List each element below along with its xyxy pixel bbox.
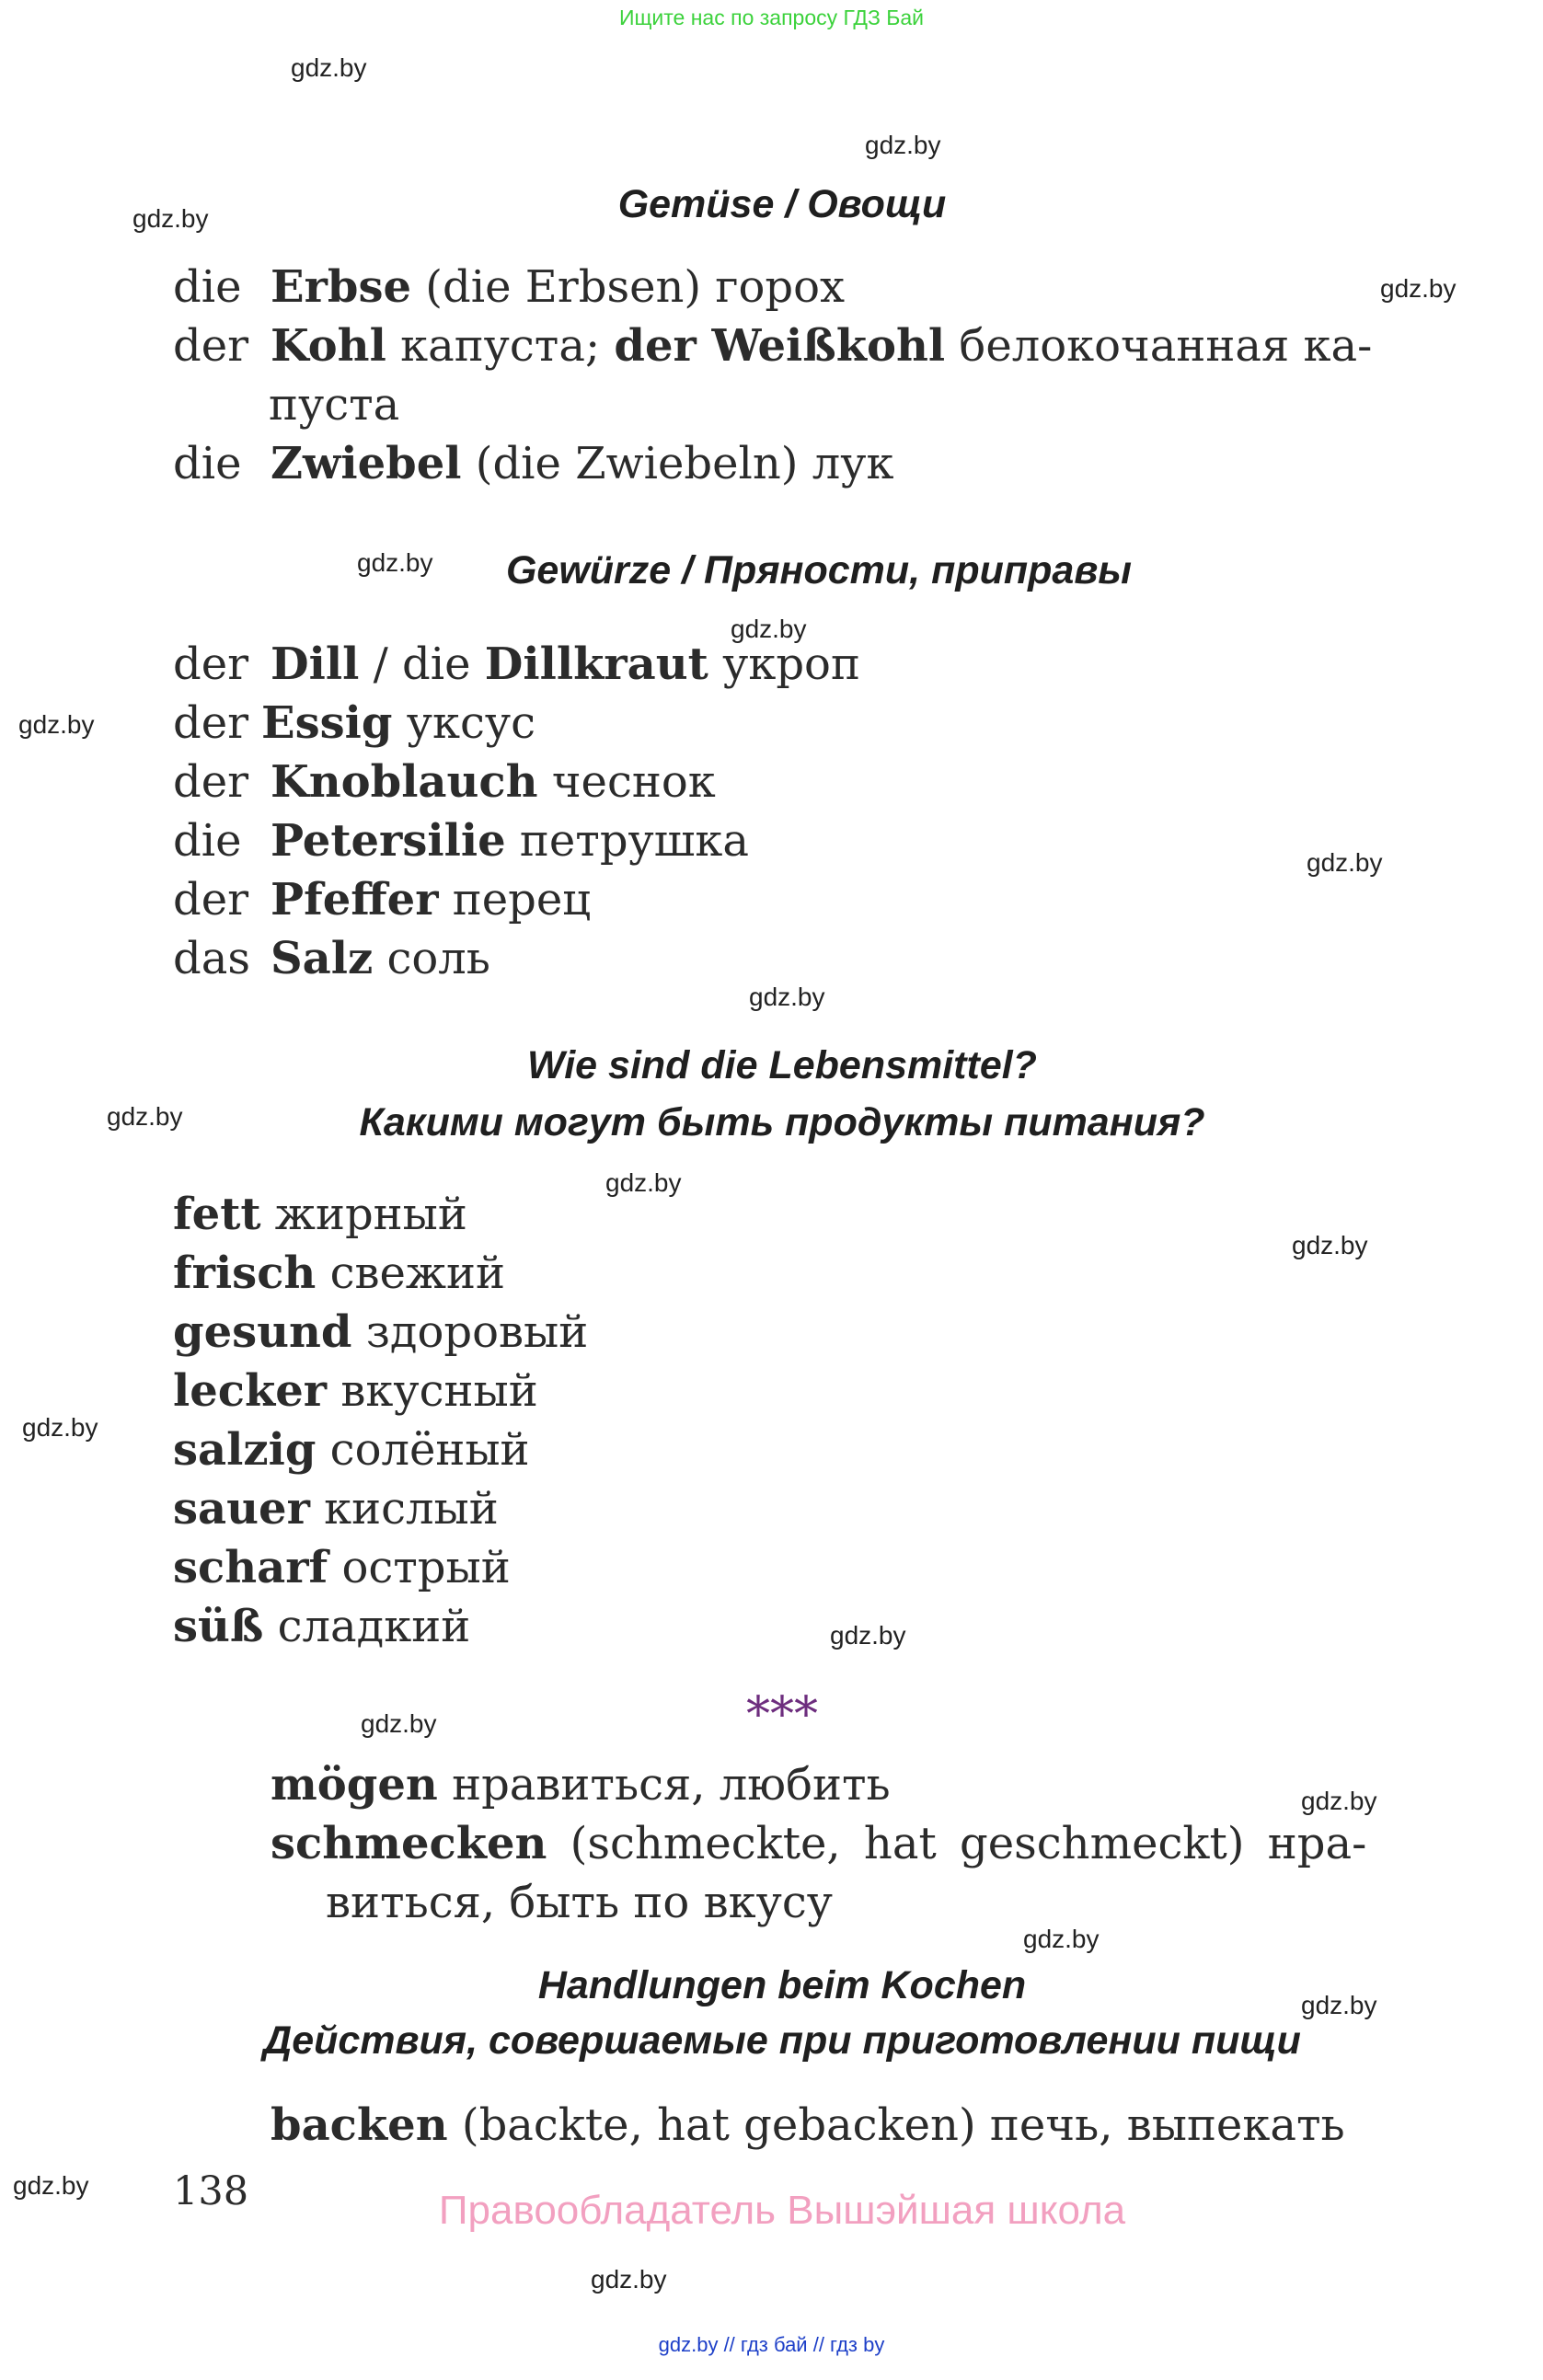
vocab-entry [173,1601,471,1652]
headword: Zwiebel [271,438,462,489]
top-banner[interactable]: Ищите нас по запросу ГДЗ Бай [618,6,925,29]
article: die [173,438,242,489]
headword: Essig [261,697,393,749]
headword: sauer [173,1483,310,1535]
translation: укроп [708,638,860,690]
translation: острый [328,1542,511,1593]
translation: белокочанная ка- [945,320,1373,372]
section-heading-qualities-ru: Какими могут быть продукты питания? [359,1100,1205,1144]
watermark: gdz.by [357,548,433,577]
watermark: gdz.by [1292,1231,1368,1259]
translation: капуста; [386,320,615,372]
article: die [173,815,242,867]
translation: чеснок [537,756,716,808]
watermark: gdz.by [605,1168,682,1197]
section-separator: *** [746,1687,818,1742]
vocab-entry-continuation: пуста [269,379,400,431]
translation: вкусный [327,1365,538,1417]
article: der [173,320,249,372]
watermark: gdz.by [13,2171,89,2200]
vocab-entry [173,1247,506,1299]
translation: кислый [309,1483,499,1535]
translation: (die Zwiebeln) лук [461,438,894,489]
section-heading-cooking-de: Handlungen beim Kochen [537,1963,1027,2007]
headword: Salz [271,933,374,984]
vocab-entry [173,874,592,926]
watermark: gdz.by [22,1413,98,1442]
headword: Knoblauch [271,756,538,808]
article: der [173,697,249,749]
translation: уксус [392,697,535,749]
vocab-entry-continuation: виться, быть по вкусу [326,1877,833,1928]
headword: backen [271,2099,448,2151]
page-number: 138 [173,2168,249,2214]
section-heading-vegetables: Gemüse / Овощи [617,182,947,226]
watermark: gdz.by [731,615,807,643]
vocab-entry [173,261,846,313]
vocab-entry [173,815,750,867]
translation: петрушка [505,815,750,867]
vocab-entry [173,1424,530,1476]
vocab-entry [271,2099,1345,2151]
headword: frisch [173,1247,317,1299]
headword: scharf [173,1542,328,1593]
translation: соль [373,933,490,984]
headword: mögen [271,1759,438,1811]
headword: gesund [173,1306,352,1358]
watermark: gdz.by [1301,1787,1377,1815]
headword: Kohl [271,320,386,372]
vocab-entry [173,933,490,984]
vocab-entry [173,756,716,808]
translation: перец [438,874,592,926]
translation: здоровый [351,1306,589,1358]
watermark: gdz.by [1023,1925,1100,1953]
watermark: gdz.by [291,53,367,82]
section-heading-qualities-de: Wie sind die Lebensmittel? [527,1043,1037,1087]
watermark: gdz.by [1380,274,1457,303]
vocab-entry [173,320,1373,372]
article: der [173,638,249,690]
headword: salzig [173,1424,317,1476]
vocab-entry [173,1483,499,1535]
watermark: gdz.by [865,131,941,159]
translation: / die [359,638,485,690]
watermark: gdz.by [107,1102,183,1131]
headword: Erbse [271,261,411,313]
translation: (die Erbsen) горох [411,261,846,313]
headword: Petersilie [271,815,506,867]
translation: нравиться, любить [437,1759,891,1811]
watermark: gdz.by [361,1709,437,1738]
watermark: gdz.by [749,983,825,1011]
watermark: gdz.by [591,2265,667,2294]
vocab-entry [173,1306,589,1358]
headword: Dillkraut [484,638,708,690]
headword: süß [173,1601,264,1652]
translation: жирный [260,1189,467,1240]
translation: сладкий [263,1601,471,1652]
copyright-notice: Правообладатель Вышэйшая школа [438,2188,1126,2233]
vocab-entry [173,1365,538,1417]
headword: lecker [173,1365,328,1417]
vocab-entry [173,1189,467,1240]
translation: (backte, hat gebacken) печь, выпекать [447,2099,1345,2151]
watermark: gdz.by [830,1621,906,1650]
article: das [173,933,250,984]
headword: Pfeffer [271,874,439,926]
headword: Dill [271,638,360,690]
translation: свежий [316,1247,506,1299]
vocab-entry [173,1542,511,1593]
headword: fett [173,1189,261,1240]
translation: солёный [316,1424,530,1476]
vocab-entry [271,1818,1367,1869]
article: der [173,874,249,926]
headword: der Weißkohl [614,320,946,372]
headword: schmecken [271,1818,547,1869]
vocab-entry [271,1759,891,1811]
footer-links[interactable]: gdz.by // гдз бай // гдз by [658,2333,885,2356]
watermark: gdz.by [1301,1991,1377,2019]
vocab-entry [173,438,894,489]
watermark: gdz.by [132,204,209,233]
vocab-entry [173,697,535,749]
section-heading-cooking-ru: Действия, совершаемые при приготовлении пищи [263,2018,1301,2063]
watermark: gdz.by [18,710,95,739]
section-heading-spices: Gewürze / Пряности, приправы [505,548,1133,592]
vocab-entry [173,638,860,690]
translation: (schmeckte, hat geschmeckt) нра- [547,1818,1367,1869]
article: der [173,756,249,808]
article: die [173,261,242,313]
watermark: gdz.by [1307,848,1383,877]
